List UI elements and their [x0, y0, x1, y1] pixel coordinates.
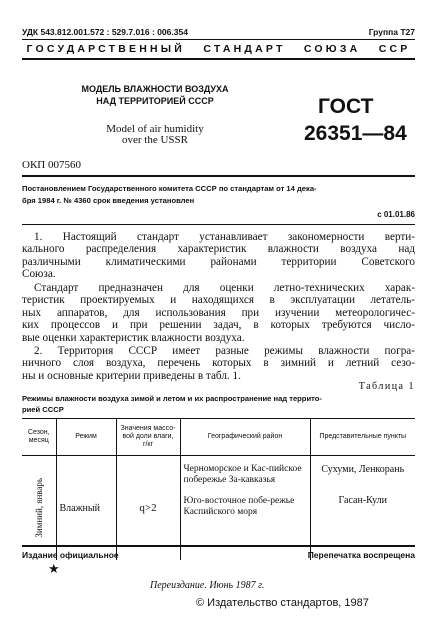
- header-mode: Режим: [56, 419, 116, 456]
- region-1: Черноморское и Кас-пийское побережье За-кавказья: [183, 464, 302, 485]
- text-line: вые оценки характеристик влажности воздуха.: [22, 331, 245, 344]
- text-line: Стандарт предназначен для оценки летно-технических харак-: [34, 282, 415, 294]
- paragraph-3: [22, 345, 415, 382]
- text-line: 1. Настоящий стандарт устанавливает закономерности верти-: [34, 231, 415, 243]
- table-caption-line2: рией СССР: [22, 405, 64, 414]
- cell-humidity: q>2: [116, 456, 180, 561]
- text-line: 2. Территория СССР имеет разные режимы влажности погра-: [34, 345, 415, 357]
- points-1: Сухуми, Ленкорань: [321, 464, 405, 475]
- reprint-forbidden: Перепечатка воспрещена: [307, 550, 415, 560]
- header-points: Представительные пункты: [310, 419, 415, 456]
- humidity-modes-table: [22, 418, 415, 560]
- banner-rule: [22, 58, 415, 60]
- table-header-row: [22, 419, 415, 456]
- title-ru-line1: МОДЕЛЬ ВЛАЖНОСТИ ВОЗДУХА: [81, 84, 229, 94]
- region-2: Юго-восточное побе-режье Каспийского моря: [183, 496, 295, 517]
- header-rule: [22, 39, 415, 40]
- title-rule: [22, 175, 415, 177]
- table-label: Таблица 1: [358, 381, 415, 392]
- title-en-line2: over the USSR: [122, 134, 188, 146]
- effective-date: с 01.01.86: [377, 210, 415, 219]
- title-en-line1: Model of air humidity: [106, 123, 204, 135]
- cell-mode: Влажный: [56, 456, 116, 561]
- star-icon: ★: [48, 561, 60, 576]
- gost-number: 26351—84: [304, 122, 407, 145]
- copyright: © Издательство стандартов, 1987: [196, 597, 369, 609]
- decree-line2: бря 1984 г. № 4360 срок введения установлен: [22, 196, 195, 205]
- header-season: Сезон, месяц: [22, 419, 56, 456]
- udk-code: УДК 543.812.001.572 : 529.7.016 : 006.354: [22, 27, 188, 37]
- footer-rule: [22, 545, 415, 547]
- title-en: [40, 124, 270, 146]
- text-line: Союза.: [22, 268, 56, 281]
- gost-label: ГОСТ: [318, 95, 374, 118]
- paragraph-2: [22, 282, 415, 344]
- points-2: Гасан-Кули: [338, 495, 387, 506]
- text-line: ничного слоя воздуха, перечень которых в зимний и летний сезо-: [22, 357, 415, 370]
- text-line: различными климатическими районами территории Советского: [22, 255, 415, 268]
- decree: [22, 183, 415, 207]
- text-line: ких процессов и при решении задач, в которых требуются число-: [22, 319, 415, 332]
- text-line: ных аппаратов, для использования при изучении метеорологичес-: [22, 306, 415, 319]
- table-caption: [22, 393, 415, 415]
- table-caption-line1: Режимы влажности воздуха зимой и летом и их распространение над террито-: [22, 394, 322, 403]
- decree-line1: Постановлением Государственного комитета СССР по стандартам от 14 дека-: [22, 184, 317, 193]
- reissue-note: Переиздание. Июнь 1987 г.: [150, 580, 265, 591]
- header-region: Географический район: [180, 419, 310, 456]
- decree-rule: [22, 224, 415, 225]
- text-line: ны и основные критерии приведены в табл. 1.: [22, 369, 241, 382]
- header-humidity: Значения массо-вой доли влаги, г/кг: [116, 419, 180, 456]
- text-line: кального распределения характеристик влажности воздуха над: [22, 243, 415, 256]
- group-code: Группа Т27: [368, 27, 415, 37]
- official-edition: Издание официальное: [22, 550, 119, 560]
- text-line: теристик проектируемых и находящихся в эксплуатации летатель-: [22, 294, 415, 307]
- title-ru-line2: НАД ТЕРРИТОРИЕЙ СССР: [96, 96, 214, 106]
- paragraph-1: [22, 231, 415, 281]
- okp-code: ОКП 007560: [22, 159, 81, 171]
- title-ru: [40, 83, 270, 107]
- season-text: Зимний, январь: [33, 478, 44, 538]
- state-standard-banner: ГОСУДАРСТВЕННЫЙ СТАНДАРТ СОЮЗА ССР: [26, 43, 411, 55]
